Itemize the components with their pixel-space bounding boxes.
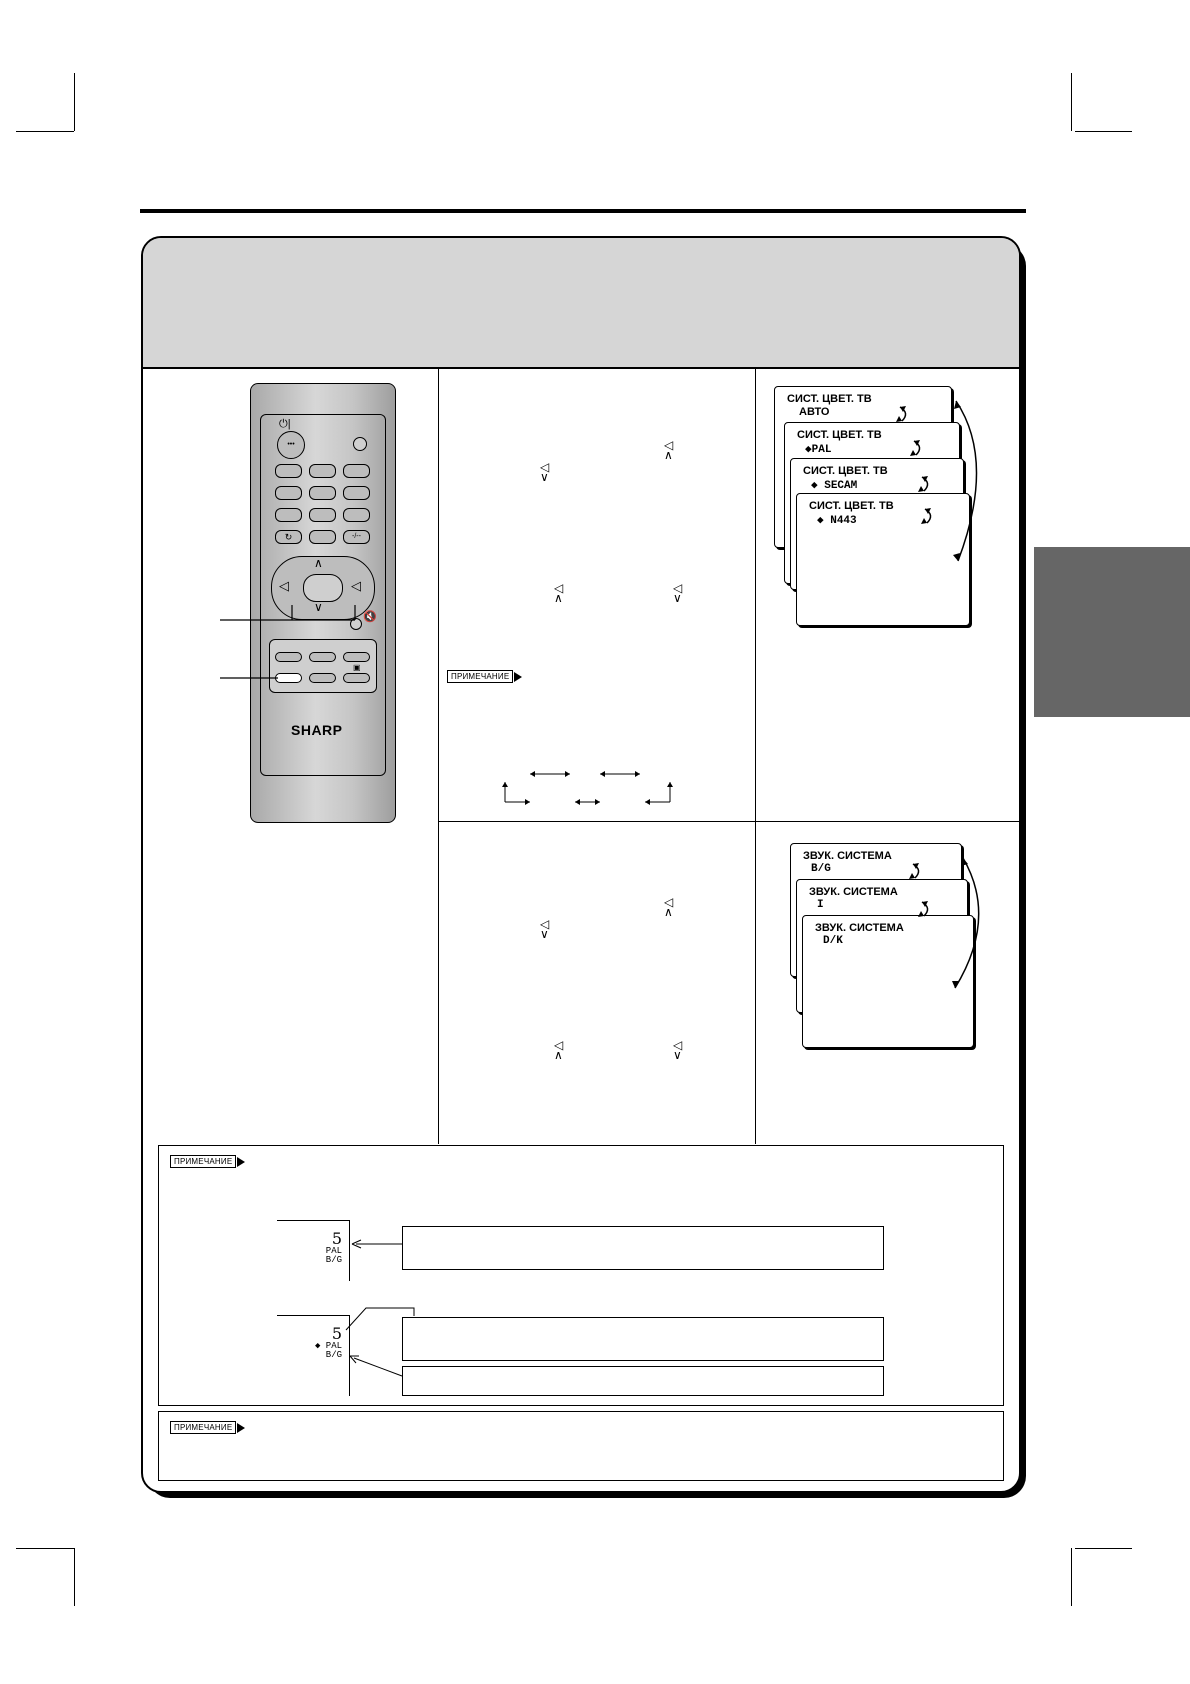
crop-mark — [1071, 1548, 1072, 1606]
volume-down-icon[interactable]: ◁ — [279, 578, 289, 593]
screen-title: ЗВУК. СИСТЕМА — [815, 922, 904, 934]
note-label: ПРИМЕЧАНИЕ — [447, 670, 522, 683]
number-button[interactable] — [275, 464, 302, 478]
osd-channel: 5 — [331, 1229, 342, 1248]
note-arrow-icon — [237, 1423, 245, 1433]
color-cycle-arrows — [890, 395, 1000, 575]
number-button[interactable] — [343, 508, 370, 522]
explanation-box — [402, 1317, 884, 1361]
screen-value: АВТО — [799, 406, 830, 418]
screen-title: СИСТ. ЦВЕТ. ТВ — [787, 393, 872, 405]
number-button[interactable] — [343, 486, 370, 500]
number-button[interactable] — [309, 464, 336, 478]
nav-center — [303, 574, 343, 602]
note-box — [158, 1411, 1004, 1481]
explanation-box — [402, 1226, 884, 1270]
teletext-icon: ▣ — [353, 663, 361, 672]
volume-down-icon: ◁ ∨ — [673, 1038, 683, 1062]
screen-title: СИСТ. ЦВЕТ. ТВ — [797, 429, 882, 441]
number-button[interactable] — [309, 530, 336, 544]
column-divider — [438, 368, 439, 1144]
osd-example — [300, 1231, 342, 1265]
top-rule — [140, 209, 1026, 213]
flashback-button[interactable]: ↻ — [275, 530, 302, 544]
screen-value: I — [817, 899, 824, 911]
pointer-arrow — [350, 1238, 405, 1250]
osd-sound-system: B/G — [325, 1255, 342, 1265]
pointer-lines — [336, 1300, 416, 1380]
crop-mark — [1075, 131, 1132, 132]
power-icon: ⏻| — [279, 418, 291, 430]
crop-mark — [74, 73, 75, 131]
volume-down-icon: ◁ ∨ — [540, 460, 550, 484]
screen-title: ЗВУК. СИСТЕМА — [809, 886, 898, 898]
volume-down-icon: ◁ ∨ — [540, 917, 550, 941]
screen-title: СИСТ. ЦВЕТ. ТВ — [803, 465, 888, 477]
screen-title: СИСТ. ЦВЕТ. ТВ — [809, 500, 894, 512]
screen-value: ◆PAL — [805, 444, 832, 456]
screen-title: ЗВУК. СИСТЕМА — [803, 850, 892, 862]
channel-down-icon[interactable]: ∨ — [314, 600, 323, 614]
channel-up-icon[interactable]: ∧ — [314, 556, 323, 570]
row-divider — [438, 821, 1019, 822]
note-label: ПРИМЕЧАНИЕ — [170, 1421, 245, 1434]
remote-brand-logo: SHARP — [291, 722, 343, 738]
osd-color-system: PAL — [325, 1246, 342, 1256]
osd-channel: 5 — [331, 1324, 342, 1343]
crop-mark — [16, 131, 74, 132]
screen-value: ◆ SECAM — [811, 480, 858, 492]
number-button[interactable] — [309, 508, 336, 522]
note-arrow-icon — [514, 672, 522, 682]
crop-mark — [1071, 73, 1072, 131]
number-button[interactable] — [309, 486, 336, 500]
digit-mode-button[interactable]: -/-- — [343, 530, 370, 544]
note-label: ПРИМЕЧАНИЕ — [170, 1155, 245, 1168]
number-button[interactable] — [343, 464, 370, 478]
explanation-box — [402, 1366, 884, 1396]
cycle-diagram — [500, 762, 680, 812]
sound-cycle-arrows — [905, 852, 1000, 992]
volume-up-icon: ◁ ∧ — [664, 895, 674, 919]
volume-up-icon: ◁ ∧ — [554, 581, 564, 605]
mute-icon: 🔇 — [363, 611, 377, 623]
osd-sound-system: B/G — [325, 1350, 342, 1360]
volume-up-icon[interactable]: ◁ — [351, 578, 361, 593]
number-button[interactable] — [275, 486, 302, 500]
indicator-button[interactable] — [353, 437, 367, 451]
screen-value: D/K — [823, 935, 843, 947]
screen-value: ◆ N443 — [817, 515, 857, 527]
frame-header — [143, 238, 1019, 369]
number-button[interactable] — [275, 508, 302, 522]
crop-mark — [74, 1548, 75, 1606]
section-tab — [1034, 547, 1190, 717]
osd-color-system: ◆ PAL — [314, 1341, 342, 1351]
volume-up-icon: ◁ ∧ — [664, 438, 674, 462]
screen-value: B/G — [811, 863, 831, 875]
column-divider — [755, 368, 756, 1144]
crop-mark — [1075, 1548, 1132, 1549]
volume-down-icon: ◁ ∨ — [673, 581, 683, 605]
volume-up-icon: ◁ ∧ — [554, 1038, 564, 1062]
leader-lines — [210, 600, 370, 690]
power-button[interactable]: ••• — [277, 431, 305, 459]
note-arrow-icon — [237, 1157, 245, 1167]
crop-mark — [16, 1548, 74, 1549]
